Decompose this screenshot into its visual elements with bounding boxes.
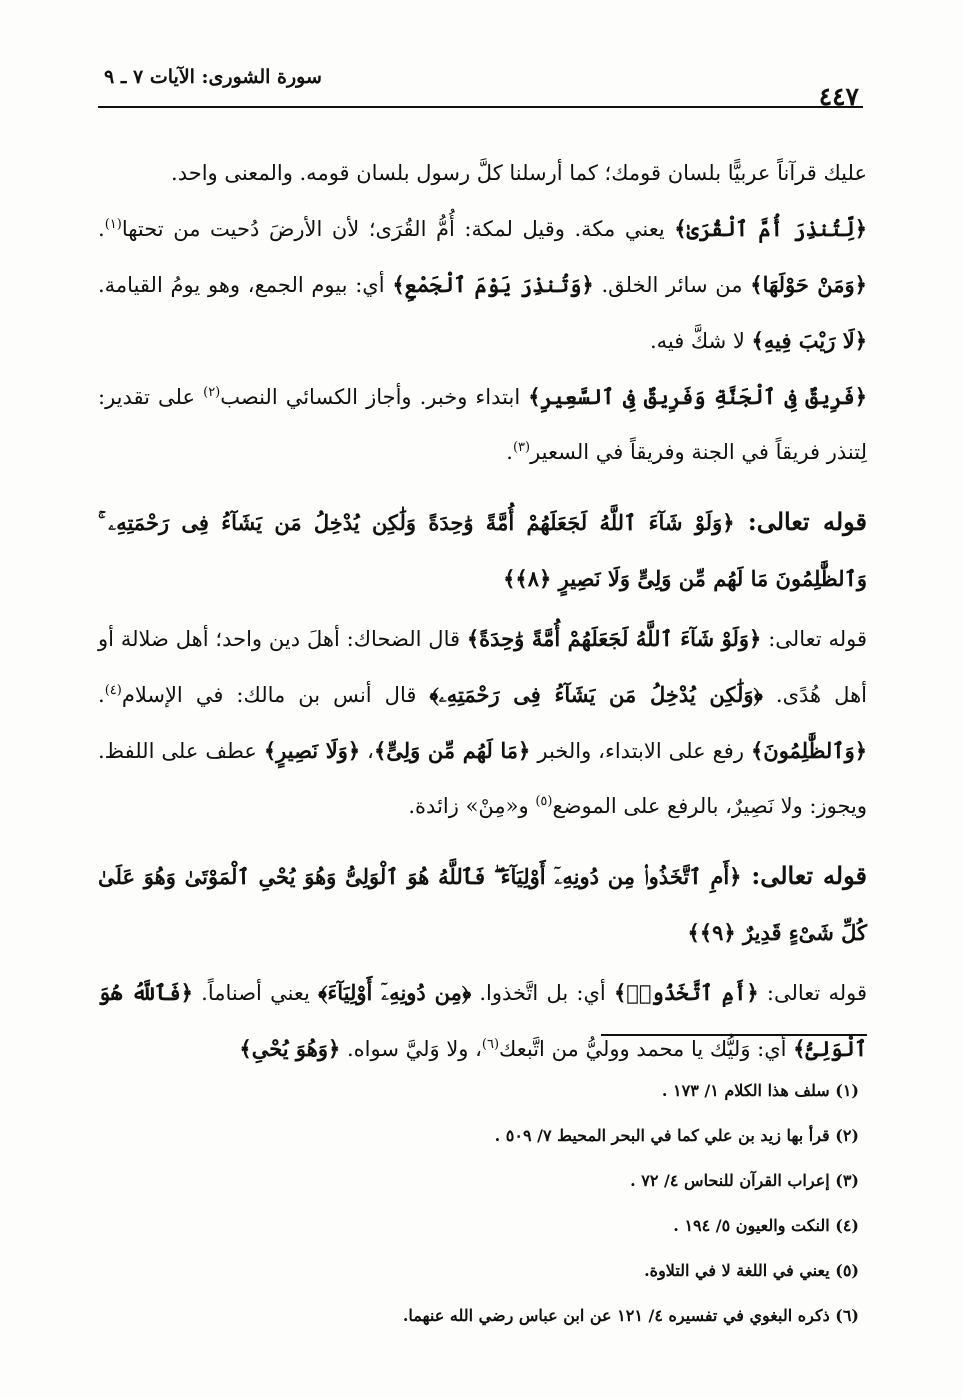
quran-quote: ﴿وَتُنذِرَ يَوْمَ ٱلْجَمْعِ﴾	[392, 272, 594, 297]
verse-heading-label: قوله تعالى:	[734, 507, 867, 536]
page-number: ٤٤٧	[818, 82, 859, 111]
text-span: أي: وَليُّك يا محمد ووليُّ من اتَّبعك	[499, 1037, 794, 1061]
footnote-ref: (٢)	[203, 385, 221, 400]
footnotes	[98, 1068, 859, 1338]
footnote-6: (٦) ذكره البغوي في تفسيره ٤/ ١٢١ عن ابن عباس رضي الله عنهما.	[402, 1306, 859, 1325]
quran-quote: ﴿مِن دُونِهِۦٓ أَوْلِيَآءَ﴾	[318, 980, 472, 1005]
running-title: سورة الشورى: الآيات ٧ ـ ٩	[104, 66, 322, 88]
footnote-2: (٢) قرأ بها زيد بن علي كما في البحر المحيط ٧/ ٥٠٩ .	[494, 1126, 859, 1145]
paragraph-1: عليك قرآناً عربيًّا بلسان قومك؛ كما أرسلنا كلَّ رسول بلسان قومه. والمعنى واحد.	[171, 161, 867, 185]
quran-quote: ﴿مَا لَهُم مِّن وَلِىٍّ﴾	[373, 738, 531, 763]
text-span: ،	[360, 739, 374, 763]
verse-heading-9	[98, 848, 867, 961]
text-span: رفع على الابتداء، والخبر	[530, 739, 751, 763]
text-span: أي: بل اتَّخذوا.	[471, 981, 614, 1005]
footnote-3: (٣) إعراب القرآن للنحاس ٤/ ٧٢ .	[630, 1171, 859, 1190]
verse-heading-label: قوله تعالى:	[741, 861, 867, 890]
paragraph-3	[98, 369, 867, 480]
text-span: ، ولا وَليَّ سواه.	[340, 1037, 482, 1061]
text-span: .	[98, 683, 105, 707]
text-span: قوله تعالى:	[761, 627, 867, 651]
text-span: .	[506, 440, 513, 464]
page-header	[98, 62, 863, 111]
quran-quote: ﴿لَا رَيْبَ فِيهِ﴾	[751, 328, 867, 353]
text-span: قال الضحاك: أهلَ دين واحد؛ أهل ضلالة أو أهل هُدًى.	[98, 627, 867, 707]
footnote-ref: (١)	[104, 217, 122, 232]
text-span: قال أنس بن مالك: في الإسلام	[121, 683, 430, 707]
text-span: ابتداء وخبر. وأجاز الكسائي النصب	[220, 385, 529, 409]
text-span: قوله تعالى:	[758, 981, 867, 1005]
quran-quote: ﴿وَهُوَ يُحْىِ﴾	[239, 1036, 341, 1061]
quran-quote: ﴿وَٱلظَّٰلِمُونَ﴾	[750, 738, 868, 763]
text-span: أي: بيوم الجمع، وهو يومُ القيامة.	[98, 273, 393, 297]
paragraph-5	[98, 965, 867, 1077]
footnote-4: (٤) النكت والعيون ٥/ ١٩٤ .	[673, 1216, 859, 1235]
text-span: يعني أصناماً.	[192, 981, 319, 1005]
main-text	[98, 146, 867, 1077]
quran-quote: ﴿وَمَنْ حَوْلَهَا﴾	[750, 272, 867, 297]
paragraph-4	[98, 611, 867, 834]
quran-quote: ﴿وَلَا نَصِيرٍ﴾	[263, 738, 361, 763]
paragraph-2	[98, 201, 867, 369]
text-span: لا شكَّ فيه.	[649, 329, 752, 353]
footnote-ref: (٣)	[512, 440, 531, 455]
text-span: و«مِنْ» زائدة.	[408, 794, 536, 818]
quran-quote: ﴿وَلَوْ شَآءَ ٱللَّهُ لَجَعَلَهُمْ أُمَّةً وَٰحِدَةً﴾	[466, 626, 762, 651]
text-span: .	[98, 217, 105, 241]
verse-text: ﴿أَمِ ٱتَّخَذُوا۟ مِن دُونِهِۦٓ أَوْلِيَآءَ ۖ فَٱللَّهُ هُوَ ٱلْوَلِىُّ وَهُوَ يُحْىِ ٱلْمَوْتَىٰ وَهُوَ عَلَىٰ كُلِّ شَىْءٍ قَدِيرٌ ﴿٩﴾﴾	[98, 864, 867, 945]
footnote-ref: (٥)	[535, 794, 553, 809]
footnote-ref: (٤)	[104, 683, 122, 698]
verse-heading-8	[98, 494, 867, 607]
verse-text: ﴿وَلَوْ شَآءَ ٱللَّهُ لَجَعَلَهُمْ أُمَّةً وَٰحِدَةً وَلَٰكِن يُدْخِلُ مَن يَشَآءُ فِى رَحْمَتِهِۦ ۚ وَٱلظَّٰلِمُونَ مَا لَهُم مِّن وَلِىٍّ وَلَا نَصِيرٍ ﴿٨﴾﴾	[98, 510, 867, 591]
footnote-1: (١) سلف هذا الكلام ١/ ١٧٣ .	[661, 1081, 859, 1100]
text-span: يعني مكة. وقيل لمكة: أُمُّ القُرَى؛ لأن الأرضَ دُحيت من تحتها	[121, 217, 675, 241]
text-span: على تقدير: لِتنذر فريقاً في الجنة وفريقاً في السعير	[98, 385, 867, 464]
quran-quote: ﴿لِّتُنذِرَ أُمَّ ٱلْقُرَىٰ﴾	[674, 216, 867, 241]
text-span: من سائر الخلق.	[593, 273, 751, 297]
quran-quote: ﴿فَرِيقٌ فِى ٱلْجَنَّةِ وَفَرِيقٌ فِى ٱلسَّعِيرِ﴾	[528, 384, 867, 409]
footnote-separator	[601, 1034, 867, 1036]
quran-quote: ﴿فَٱللَّهُ هُوَ ٱلْوَلِىُّ﴾	[98, 980, 867, 1061]
footnote-ref: (٦)	[481, 1037, 500, 1052]
quran-quote: ﴿أَمِ ٱتَّخَذُوا۟﴾	[613, 980, 759, 1005]
text-span: عطف على اللفظ. ويجوز: ولا نَصِيرٌ، بالرفع على الموضع	[98, 739, 867, 818]
footnote-5: (٥) يعني في اللغة لا في التلاوة.	[644, 1261, 859, 1280]
quran-quote: ﴿وَلَٰكِن يُدْخِلُ مَن يَشَآءُ فِى رَحْمَتِهِۦ﴾	[429, 682, 763, 707]
